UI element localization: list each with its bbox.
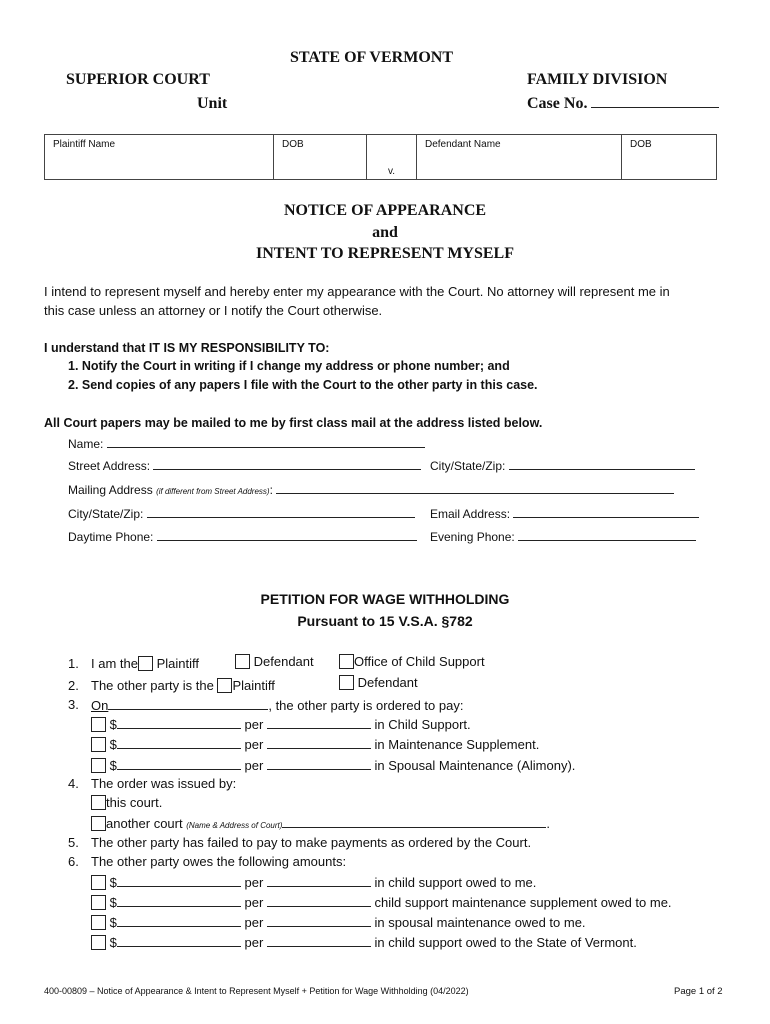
- division-name: FAMILY DIVISION: [527, 71, 668, 88]
- notice-title-3: INTENT TO REPRESENT MYSELF: [255, 245, 514, 262]
- dob2-label: DOB: [630, 139, 652, 150]
- pay-row-3: [91, 757, 575, 773]
- city2-field[interactable]: [147, 505, 415, 518]
- pay-row-2: [91, 736, 539, 752]
- another-court-field[interactable]: [282, 815, 546, 828]
- another-court-checkbox[interactable]: [91, 816, 106, 831]
- item1-plaintiff-checkbox[interactable]: [138, 656, 153, 671]
- item3-on: On: [91, 698, 109, 713]
- item2-num: 2.: [68, 678, 79, 693]
- item2-plaintiff-label: Plaintiff: [232, 678, 275, 693]
- versus-label: v.: [387, 166, 396, 177]
- dollar-sign: $: [109, 935, 117, 950]
- pay-2-period[interactable]: [267, 736, 371, 749]
- street-row: [68, 457, 421, 473]
- pay-1-period[interactable]: [267, 716, 371, 729]
- owe-2-period[interactable]: [267, 894, 371, 907]
- owe-row-4: [91, 934, 637, 950]
- footer-form-id: 400-00809 – Notice of Appearance & Intent to Represent Myself + Petition for Wage Withholding (04/2022): [44, 986, 469, 996]
- street-label: Street Address:: [68, 459, 151, 473]
- item3: [91, 697, 463, 713]
- item1-num: 1.: [68, 656, 79, 671]
- mailing-field[interactable]: [276, 481, 674, 494]
- pay-2-text: in Maintenance Supplement.: [374, 737, 540, 752]
- owe-2-checkbox[interactable]: [91, 895, 106, 910]
- eve-phone-field[interactable]: [518, 528, 696, 541]
- day-phone-field[interactable]: [157, 528, 417, 541]
- email-row: [430, 505, 699, 521]
- versus-cell: [367, 135, 417, 180]
- dollar-sign: $: [109, 875, 117, 890]
- item1-ocs: [339, 654, 485, 669]
- dob2-cell[interactable]: [622, 135, 717, 180]
- email-field[interactable]: [513, 505, 699, 518]
- item1-defendant-checkbox[interactable]: [235, 654, 250, 669]
- dollar-sign: $: [109, 915, 117, 930]
- item4-text: The order was issued by:: [91, 776, 237, 791]
- defendant-name-label: Defendant Name: [425, 139, 501, 150]
- notice-title-1: NOTICE OF APPEARANCE: [283, 202, 487, 219]
- owe-2-amount[interactable]: [117, 894, 241, 907]
- another-court-label: another court: [106, 816, 183, 831]
- dob1-cell[interactable]: [274, 135, 367, 180]
- this-court-label: this court.: [106, 795, 163, 810]
- per-label: per: [244, 915, 264, 930]
- owe-4-amount[interactable]: [117, 934, 241, 947]
- pay-3-period[interactable]: [267, 757, 371, 770]
- pay-3-checkbox[interactable]: [91, 758, 106, 773]
- owe-4-checkbox[interactable]: [91, 935, 106, 950]
- city2-row: [68, 505, 415, 521]
- email-label: Email Address:: [430, 507, 511, 521]
- dollar-sign: $: [109, 737, 117, 752]
- this-court-row: [91, 795, 162, 810]
- footer-page-number: Page 1 of 2: [674, 986, 723, 997]
- plaintiff-name-label: Plaintiff Name: [53, 139, 116, 150]
- per-label: per: [244, 875, 264, 890]
- city-row: [430, 457, 695, 473]
- owe-1-amount[interactable]: [117, 874, 241, 887]
- notice-paragraph-line1: I intend to represent myself and hereby enter my appearance with the Court. No attorney will represent me in: [44, 284, 670, 299]
- city2-label: City/State/Zip:: [68, 507, 144, 521]
- owe-3-period[interactable]: [267, 914, 371, 927]
- per-label: per: [244, 935, 264, 950]
- this-court-checkbox[interactable]: [91, 795, 106, 810]
- owe-4-text: in child support owed to the State of Vermont.: [374, 935, 637, 950]
- mailing-note: (if different from Street Address): [156, 487, 270, 496]
- item6-text: The other party owes the following amounts:: [91, 854, 347, 869]
- owe-row-1: [91, 874, 536, 890]
- city-label: City/State/Zip:: [430, 459, 506, 473]
- street-field[interactable]: [153, 457, 421, 470]
- item1-plaintiff-label: Plaintiff: [156, 656, 199, 671]
- per-label: per: [244, 737, 264, 752]
- owe-3-text: in spousal maintenance owed to me.: [374, 915, 586, 930]
- dob1-label: DOB: [282, 139, 304, 150]
- dollar-sign: $: [109, 717, 117, 732]
- pay-2-checkbox[interactable]: [91, 737, 106, 752]
- item1-text: I am the: [91, 656, 138, 671]
- notice-title-2: and: [372, 224, 398, 241]
- item5-num: 5.: [68, 835, 79, 850]
- case-no-label: Case No.: [527, 95, 588, 112]
- another-court-note: (Name & Address of Court): [186, 821, 283, 830]
- item1-ocs-checkbox[interactable]: [339, 654, 354, 669]
- pay-1-amount[interactable]: [117, 716, 241, 729]
- item2: [91, 678, 275, 693]
- pay-1-checkbox[interactable]: [91, 717, 106, 732]
- order-date-field[interactable]: [108, 697, 268, 710]
- court-name: SUPERIOR COURT: [66, 71, 210, 88]
- petition-title-1: PETITION FOR WAGE WITHHOLDING: [260, 591, 510, 607]
- case-no-field[interactable]: [591, 95, 719, 108]
- item5-text: The other party has failed to pay to make payments as ordered by the Court.: [91, 835, 532, 850]
- item2-text: The other party is the: [91, 678, 214, 693]
- item6-num: 6.: [68, 854, 79, 869]
- item2-defendant: [339, 675, 418, 690]
- mailing-row: Mailing Address (if different from Street Address):: [68, 481, 674, 497]
- owe-row-3: [91, 914, 586, 930]
- period: .: [546, 816, 551, 831]
- dollar-sign: $: [109, 895, 117, 910]
- item4-num: 4.: [68, 776, 79, 791]
- per-label: per: [244, 758, 264, 773]
- dollar-sign: $: [109, 758, 117, 773]
- pay-3-text: in Spousal Maintenance (Alimony).: [374, 758, 576, 773]
- notice-paragraph-line2: this case unless an attorney or I notify the Court otherwise.: [44, 303, 383, 318]
- petition-title-2: Pursuant to 15 V.S.A. §782: [297, 613, 473, 629]
- per-label: per: [244, 895, 264, 910]
- owe-3-checkbox[interactable]: [91, 915, 106, 930]
- eve-phone-label: Evening Phone:: [430, 530, 515, 544]
- item1: [91, 656, 199, 671]
- name-field[interactable]: [107, 435, 425, 448]
- defendant-name-cell[interactable]: [417, 135, 622, 180]
- owe-4-period[interactable]: [267, 934, 371, 947]
- city-field[interactable]: [509, 457, 695, 470]
- item2-plaintiff-checkbox[interactable]: [217, 678, 232, 693]
- mailing-heading: All Court papers may be mailed to me by first class mail at the address listed below.: [44, 416, 543, 430]
- pay-3-amount[interactable]: [117, 757, 241, 770]
- owe-row-2: [91, 894, 672, 910]
- mailing-label: Mailing Address: [68, 483, 153, 497]
- eve-phone-row: [430, 528, 696, 544]
- owe-1-period[interactable]: [267, 874, 371, 887]
- name-row: [68, 435, 425, 451]
- item3-text: , the other party is ordered to pay:: [268, 698, 464, 713]
- case-no: [527, 95, 719, 113]
- pay-row-1: [91, 716, 471, 732]
- plaintiff-name-cell[interactable]: [45, 135, 274, 180]
- owe-1-text: in child support owed to me.: [374, 875, 537, 890]
- responsibility-heading: I understand that IT IS MY RESPONSIBILITY TO:: [44, 341, 330, 355]
- item1-ocs-label: Office of Child Support: [354, 654, 485, 669]
- state-title: STATE OF VERMONT: [290, 49, 453, 66]
- item2-defendant-label: Defendant: [357, 675, 418, 690]
- owe-3-amount[interactable]: [117, 914, 241, 927]
- responsibility-2: 2. Send copies of any papers I file with the Court to the other party in this case.: [68, 378, 538, 392]
- owe-1-checkbox[interactable]: [91, 875, 106, 890]
- item1-defendant-label: Defendant: [253, 654, 314, 669]
- another-court-row: [91, 815, 550, 831]
- item3-num: 3.: [68, 697, 79, 712]
- parties-table: [44, 134, 717, 180]
- name-label: Name:: [68, 437, 104, 451]
- item1-defendant: [235, 654, 314, 669]
- unit-label: Unit: [197, 95, 228, 112]
- responsibility-1: 1. Notify the Court in writing if I change my address or phone number; and: [68, 359, 510, 373]
- per-label: per: [244, 717, 264, 732]
- pay-1-text: in Child Support.: [374, 717, 471, 732]
- owe-2-text: child support maintenance supplement owed to me.: [374, 895, 672, 910]
- day-phone-row: [68, 528, 417, 544]
- item2-defendant-checkbox[interactable]: [339, 675, 354, 690]
- pay-2-amount[interactable]: [117, 736, 241, 749]
- day-phone-label: Daytime Phone:: [68, 530, 154, 544]
